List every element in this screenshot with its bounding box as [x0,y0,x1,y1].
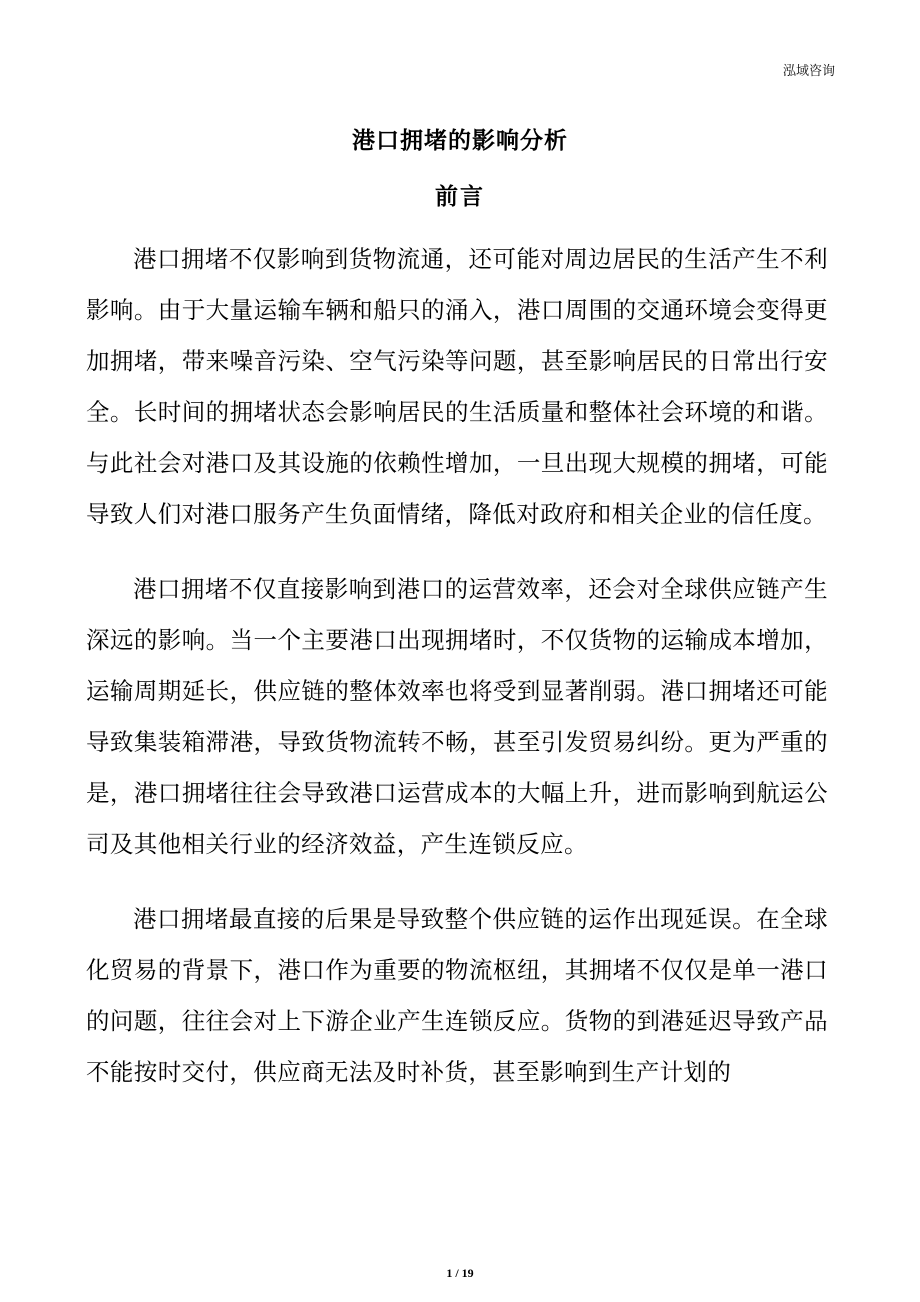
body-paragraph: 港口拥堵最直接的后果是导致整个供应链的运作出现延误。在全球化贸易的背景下，港口作为重要的物流枢纽，其拥堵不仅仅是单一港口的问题，往往会对上下游企业产生连锁反应。货物的到港延迟导致产品不能按时交付，供应商无法及时补货，甚至影响到生产计划的 [86,905,828,1086]
page-number: 1 / 19 [446,1266,474,1280]
document-title: 港口拥堵的影响分析 [352,128,568,154]
section-heading-preface: 前言 [435,184,485,210]
body-paragraph: 港口拥堵不仅影响到货物流通，还可能对周边居民的生活产生不利影响。由于大量运输车辆和船只的涌入，港口周围的交通环境会变得更加拥堵，带来噪音污染、空气污染等问题，甚至影响居民的日常出行安全。长时间的拥堵状态会影响居民的生活质量和整体社会环境的和谐。与此社会对港口及其设施的依赖性增加，一旦出现大规模的拥堵，可能导致人们对港口服务产生负面情绪，降低对政府和相关企业的信任度。 [86,245,828,528]
document-body [86,234,828,1098]
body-paragraph: 港口拥堵不仅直接影响到港口的运营效率，还会对全球供应链产生深远的影响。当一个主要港口出现拥堵时，不仅货物的运输成本增加，运输周期延长，供应链的整体效率也将受到显著削弱。港口拥堵还可能导致集装箱滞港，导致货物流转不畅，甚至引发贸易纠纷。更为严重的是，港口拥堵往往会导致港口运营成本的大幅上升，进而影响到航运公司及其他相关行业的经济效益，产生连锁反应。 [86,575,828,858]
header-company-name: 泓域咨询 [782,64,835,79]
